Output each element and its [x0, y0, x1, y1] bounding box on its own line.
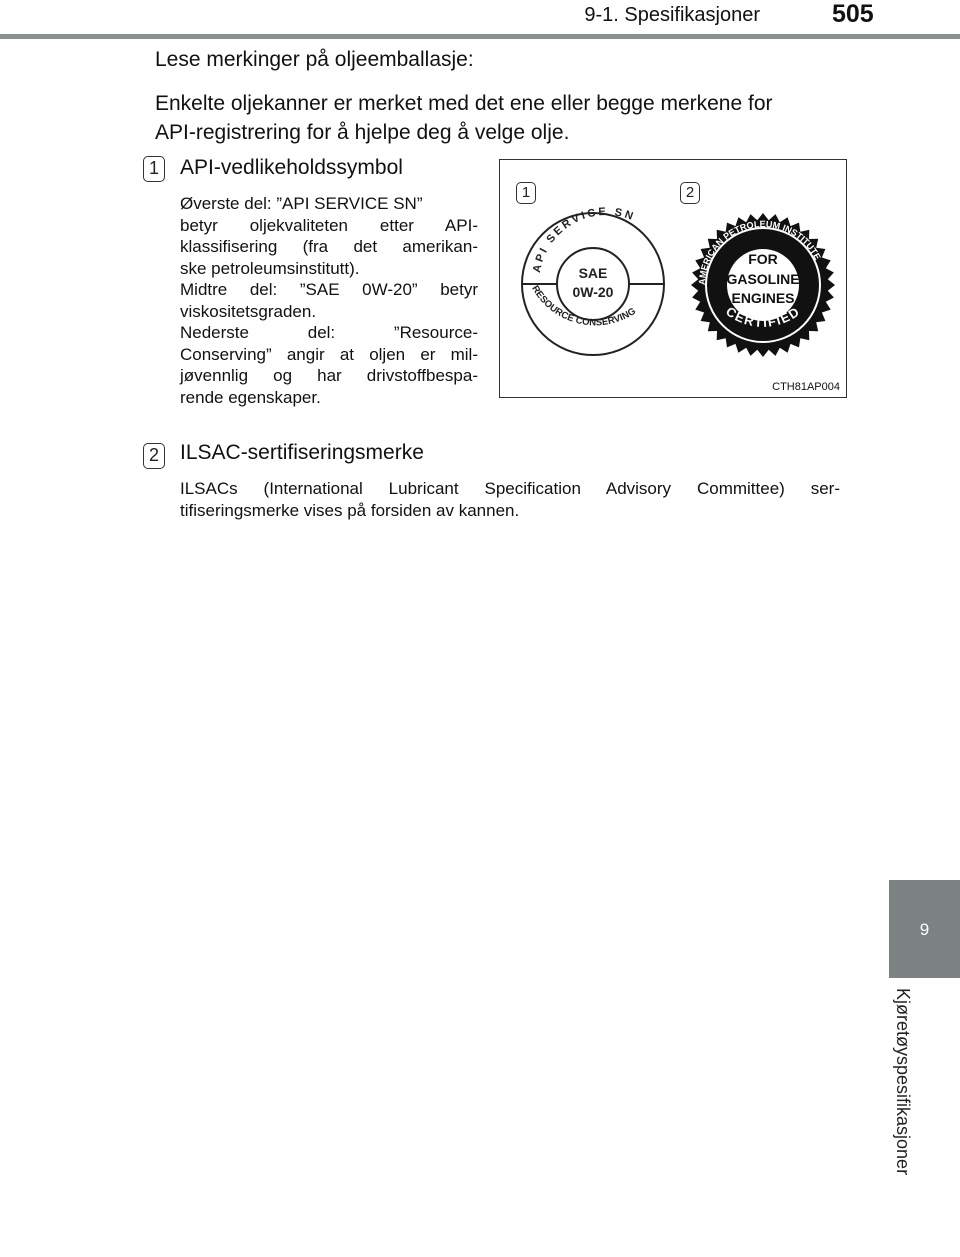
figure-marker-1: 1 [516, 182, 536, 204]
item2-line-2: tifiseringsmerke vises på forsiden av kannen. [180, 500, 520, 520]
figure-marker-2: 2 [680, 182, 700, 204]
item-marker-1: 1 [143, 156, 165, 182]
item2-description [180, 478, 840, 521]
intro-line-2: API-registrering for å hjelpe deg å velge olje. [155, 121, 570, 144]
item1-line: Midtre del: ”SAE 0W-20” betyr [180, 280, 478, 299]
figure-drawing [500, 160, 845, 396]
oil-label-figure [499, 159, 847, 398]
item1-line: rende egenskaper. [180, 387, 321, 407]
api-service-symbol [522, 206, 664, 355]
item1-line: Nederste del: ”Resource- [180, 323, 478, 342]
item1-line: ske petroleumsinstitutt). [180, 258, 360, 278]
starburst-ring-text: AMERICAN PETROLEUM INSTITUTE [696, 218, 823, 286]
item2-line-1: ILSACs (International Lubricant Specification Advisory Committee) ser- [180, 479, 840, 498]
item2-title: ILSAC-sertifiseringsmerke [180, 441, 424, 464]
chapter-label-text: Kjøretøyspesifikasjoner [893, 988, 913, 1176]
starburst-line-2: GASOLINE [726, 271, 800, 287]
starburst-line-1: FOR [748, 251, 778, 267]
item-marker-2: 2 [143, 443, 165, 469]
api-sae-text: SAE [578, 265, 608, 281]
figure-caption: CTH81AP004 [772, 381, 840, 393]
starburst-certified-text: CERTIFIED [723, 303, 804, 331]
section-title: 9-1. Spesifikasjoner [584, 4, 760, 26]
api-top-text: API SERVICE SN [530, 205, 638, 274]
item1-description [180, 193, 478, 408]
intro-heading: Lese merkinger på oljeemballasje: [155, 48, 474, 71]
page-number: 505 [832, 0, 874, 28]
api-viscosity-text: 0W-20 [572, 284, 614, 300]
item1-title: API-vedlikeholdssymbol [180, 156, 403, 179]
item1-line: Øverste del: ”API SERVICE SN” [180, 194, 423, 213]
item1-line: jøvennlig og har drivstoffbespa- [180, 366, 478, 385]
item1-line: viskositetsgraden. [180, 301, 317, 321]
item1-line: Conserving” angir at oljen er mil- [180, 344, 478, 364]
chapter-label [893, 988, 933, 1238]
ilsac-starburst [691, 213, 835, 357]
starburst-line-3: ENGINES [731, 290, 795, 306]
item1-line: klassifisering (fra det amerikan- [180, 237, 478, 256]
chapter-tab[interactable] [889, 880, 960, 978]
chapter-number: 9 [919, 920, 930, 939]
item1-line: betyr oljekvaliteten etter API- [180, 215, 478, 235]
intro-line-1: Enkelte oljekanner er merket med det ene eller begge merkene for [155, 92, 773, 115]
api-bottom-text: RESOURCE CONSERVING [529, 283, 638, 329]
header-rule [0, 34, 960, 39]
